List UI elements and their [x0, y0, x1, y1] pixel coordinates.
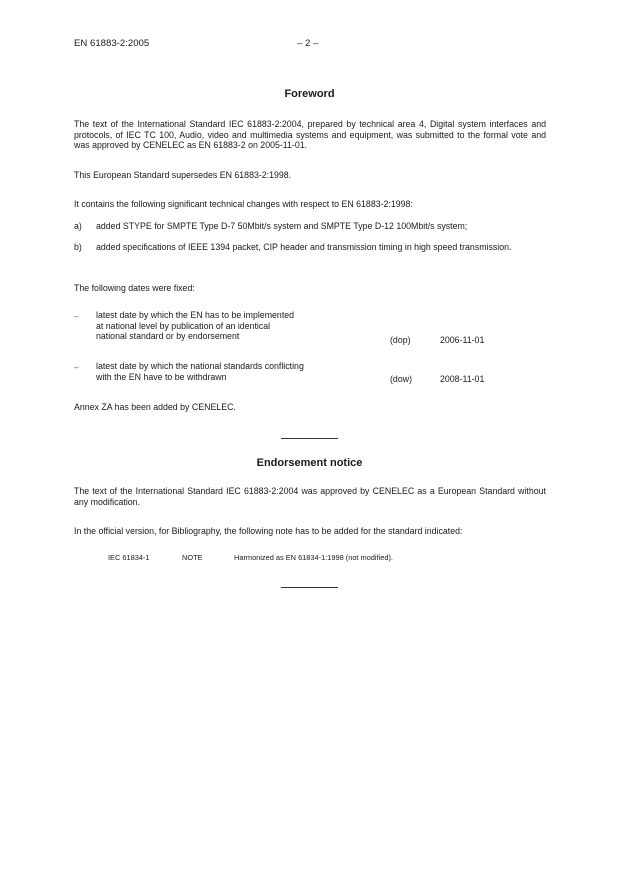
change-label-a: a) — [74, 221, 82, 231]
change-label-b: b) — [74, 242, 82, 252]
foreword-title: Foreword — [284, 88, 335, 100]
bibliography-note-label: NOTE — [182, 553, 203, 562]
bibliography-intro: In the official version, for Bibliography, the following note has to be added for the standard indicated: — [74, 526, 463, 536]
changes-intro: It contains the following significant technical changes with respect to EN 61883-2:1998: — [74, 199, 413, 209]
dop-description — [96, 310, 294, 342]
page-number: – 2 – — [297, 38, 319, 49]
dow-date: 2008-11-01 — [440, 374, 485, 384]
change-text-b: added specifications of IEEE 1394 packet, CIP header and transmission timing in high speed transmission. — [96, 242, 512, 252]
document-id: EN 61883-2:2005 — [74, 38, 150, 49]
section-divider — [281, 438, 338, 439]
dow-dash: – — [74, 362, 79, 372]
dates-intro: The following dates were fixed: — [74, 283, 195, 293]
dop-dash: – — [74, 311, 79, 321]
dow-code: (dow) — [390, 374, 412, 384]
bibliography-note-text: Harmonized as EN 61834-1:1998 (not modified). — [234, 553, 393, 562]
annex-note: Annex ZA has been added by CENELEC. — [74, 402, 236, 412]
supersedes-text: This European Standard supersedes EN 61883-2:1998. — [74, 170, 292, 180]
dop-date: 2006-11-01 — [440, 335, 485, 345]
dop-line-3: national standard or by endorsement — [96, 331, 240, 342]
dop-code: (dop) — [390, 335, 411, 345]
dop-line-2: at national level by publication of an identical — [96, 320, 271, 331]
endorsement-text: The text of the International Standard IEC 61883-2:2004 was approved by CENELEC as a European Standard without any modification. — [74, 486, 546, 507]
end-divider — [281, 587, 338, 588]
change-text-a: added STYPE for SMPTE Type D-7 50Mbit/s system and SMPTE Type D-12 100Mbit/s system; — [96, 221, 468, 231]
endorsement-title: Endorsement notice — [256, 457, 363, 469]
dow-line-1: latest date by which the national standards conflicting — [96, 361, 304, 371]
dow-description — [96, 361, 304, 382]
bibliography-standard: IEC 61834-1 — [108, 553, 150, 562]
foreword-intro: The text of the International Standard IEC 61883-2:2004, prepared by technical area 4, Digital system interfaces and protocols, of IEC TC 100, Audio, video and multimedia systems and equipment, was submitted to the formal vote and was approved by CENELEC as EN 61883-2 on 2005-11-01. — [74, 119, 546, 151]
dop-line-1: latest date by which the EN has to be implemented — [96, 310, 295, 320]
dow-line-2: with the EN have to be withdrawn — [96, 371, 227, 382]
